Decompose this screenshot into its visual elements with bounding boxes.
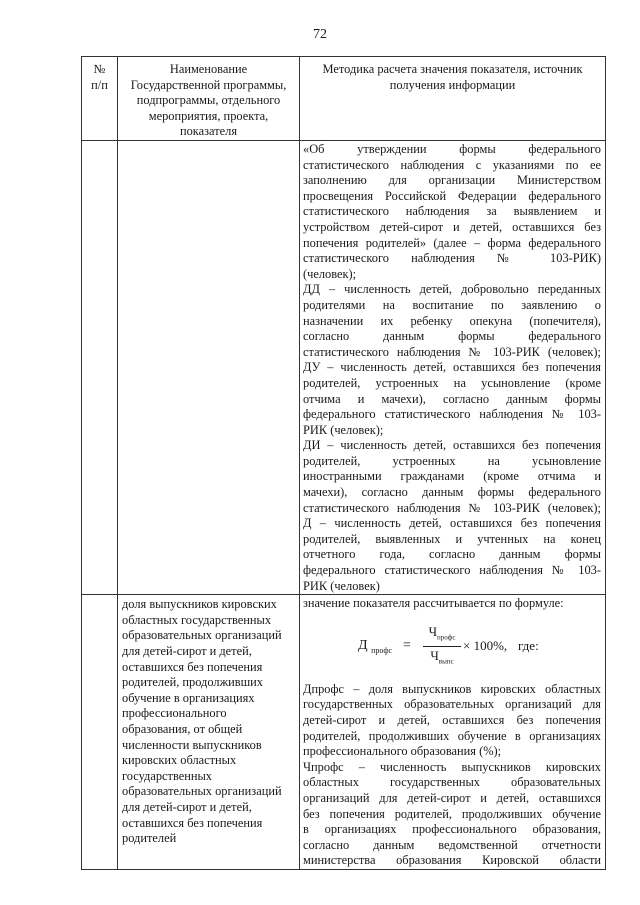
table-header-row xyxy=(82,57,606,141)
text-line: обучение в организациях xyxy=(122,690,255,705)
text-line: Методика расчета значения показателя, источник xyxy=(322,62,583,76)
text-line: родителей, продолживших xyxy=(122,675,263,690)
text-line: для детей-сирот и детей, xyxy=(122,644,252,658)
formula-lhs-symbol: Д xyxy=(358,637,368,653)
text-line: родителями на воспитание по заявлению о xyxy=(303,297,601,312)
text-line: родителей, устроенных на усыновление (кроме xyxy=(303,375,601,390)
text-line: п/п xyxy=(91,77,108,92)
formula-denominator xyxy=(423,648,461,670)
denominator-subscript: выпс xyxy=(438,658,454,666)
text-line: статистического наблюдения за выявлением и xyxy=(303,204,601,219)
text-line: областных государственных образовательных xyxy=(303,775,601,790)
header-method-cell xyxy=(300,57,606,141)
text-line: образовательных организаций xyxy=(122,784,282,799)
table-row xyxy=(82,595,606,870)
formula xyxy=(303,612,601,682)
indicator-table xyxy=(81,56,606,870)
text-line: родителей, устроенных на усыновление xyxy=(303,453,601,468)
text-line: оставшихся без попечения xyxy=(122,815,263,830)
text-line: доля выпускников кировских xyxy=(122,597,277,612)
text-line: заполнению для организации Министерством xyxy=(303,173,601,188)
denominator-symbol: Ч xyxy=(430,648,439,664)
text-line: № xyxy=(93,62,106,76)
text-line: мачехи), согласно данным формы федерального xyxy=(303,485,601,500)
text-line: родителей, выявленных и учтенных на конец xyxy=(303,531,601,546)
formula-fraction xyxy=(423,624,461,670)
text-line: устройством детей-сирот и детей, оставшихся без xyxy=(303,219,601,234)
text-line: образовательных организаций xyxy=(122,628,282,643)
text-line: показателя xyxy=(179,124,238,139)
text-line: образования, от общей xyxy=(122,721,243,736)
text-line: организаций для детей-сирот и детей, оставшихся xyxy=(303,790,601,805)
text-line: подпрограммы, отдельного xyxy=(136,93,281,108)
text-line: государственных xyxy=(122,768,213,783)
text-line: оставшихся без попечения xyxy=(122,659,263,674)
text-line: РИК (человек); xyxy=(303,422,384,437)
formula-equals: = xyxy=(403,637,411,653)
text-line: получения информации xyxy=(389,77,516,92)
text-line: назначении их ребенку опекуна (попечителя), xyxy=(303,313,601,328)
text-line: ДИ – численность детей, оставшихся без попечения xyxy=(303,438,601,453)
text-line: РИК (человек) xyxy=(303,578,380,593)
text-line: ДУ – численность детей, оставшихся без попечения xyxy=(303,360,601,375)
text-line: государственных образовательных организаций для xyxy=(303,697,601,712)
text-line: просвещения Российской Федерации федерального xyxy=(303,188,601,203)
text-line: Д – численность детей, оставшихся без попечения xyxy=(303,516,601,531)
text-line: областных государственных xyxy=(122,612,272,627)
fraction-bar xyxy=(423,646,461,647)
header-number-cell xyxy=(82,57,118,141)
formula-multiplier: × 100%, xyxy=(463,637,508,653)
formula-lhs-subscript: профс xyxy=(371,645,393,655)
text-line: статистического наблюдения с указаниями по ее xyxy=(303,157,601,172)
text-line: статистического наблюдения № 103-РИК (человек); xyxy=(303,500,601,515)
text-line: Дпрофс – доля выпускников кировских областных xyxy=(303,681,601,696)
text-line: отчетного года, согласно данным формы xyxy=(303,547,601,562)
text-line: статистического наблюдения № 103-РИК) xyxy=(303,251,601,266)
numerator-symbol: Ч xyxy=(428,623,438,639)
text-line: статистического наблюдения № 103-РИК (человек); xyxy=(303,344,601,359)
text-line: попечения родителей» (далее – форма федерального xyxy=(303,235,601,250)
row-name-cell xyxy=(118,141,300,595)
header-name-cell xyxy=(118,57,300,141)
text-line: родителей, продолживших обучение в организациях xyxy=(303,728,601,743)
table-row xyxy=(82,141,606,595)
text-line: согласно данным формы федерального xyxy=(303,329,601,344)
row-method-cell xyxy=(300,141,606,595)
text-line: ДД – численность детей, добровольно переданных xyxy=(303,282,601,297)
formula-lhs xyxy=(358,638,392,658)
page-number: 72 xyxy=(313,27,327,42)
text-line: численности выпускников xyxy=(122,737,262,752)
text-line: профессионального xyxy=(122,706,227,721)
formula-numerator xyxy=(423,624,461,646)
text-line: кировских областных xyxy=(122,753,237,768)
formula-intro: значение показателя рассчитывается по формуле: xyxy=(303,596,564,611)
text-line: мероприятия, проекта, xyxy=(148,108,269,123)
formula-where: где: xyxy=(518,637,539,653)
row-number-cell xyxy=(82,595,118,870)
text-line: отчима и мачехи), согласно данным формы xyxy=(303,391,601,406)
row-method-cell xyxy=(300,595,606,870)
text-line: родителей xyxy=(122,831,177,846)
text-line: федерального статистического наблюдения № 103- xyxy=(303,563,601,578)
text-line: «Об утверждении формы федерального xyxy=(303,142,601,156)
text-line: Наименование xyxy=(169,62,248,76)
row-number-cell xyxy=(82,141,118,595)
text-line: иностранными гражданами (кроме отчима и xyxy=(303,469,601,484)
row-name-cell xyxy=(118,595,300,870)
text-line: детей-сирот и детей, оставшихся без попечения xyxy=(303,713,601,727)
text-line: (человек); xyxy=(303,266,357,281)
text-line: Государственной программы, xyxy=(130,77,287,92)
text-line: федерального статистического наблюдения № 103- xyxy=(303,407,601,422)
text-line: министерства образования Кировской области xyxy=(303,853,601,868)
numerator-subscript: профс xyxy=(437,633,456,642)
text-line: профессионального образования (%); xyxy=(303,744,502,759)
text-line: без попечения родителей, продолживших обучение xyxy=(303,806,601,821)
text-line: согласно данным ведомственной отчетности xyxy=(303,837,601,852)
text-line: в организациях профессионального образования, xyxy=(303,822,601,837)
text-line: для детей-сирот и детей, xyxy=(122,799,252,814)
text-line: Чпрофс – численность выпускников кировских xyxy=(303,759,601,774)
